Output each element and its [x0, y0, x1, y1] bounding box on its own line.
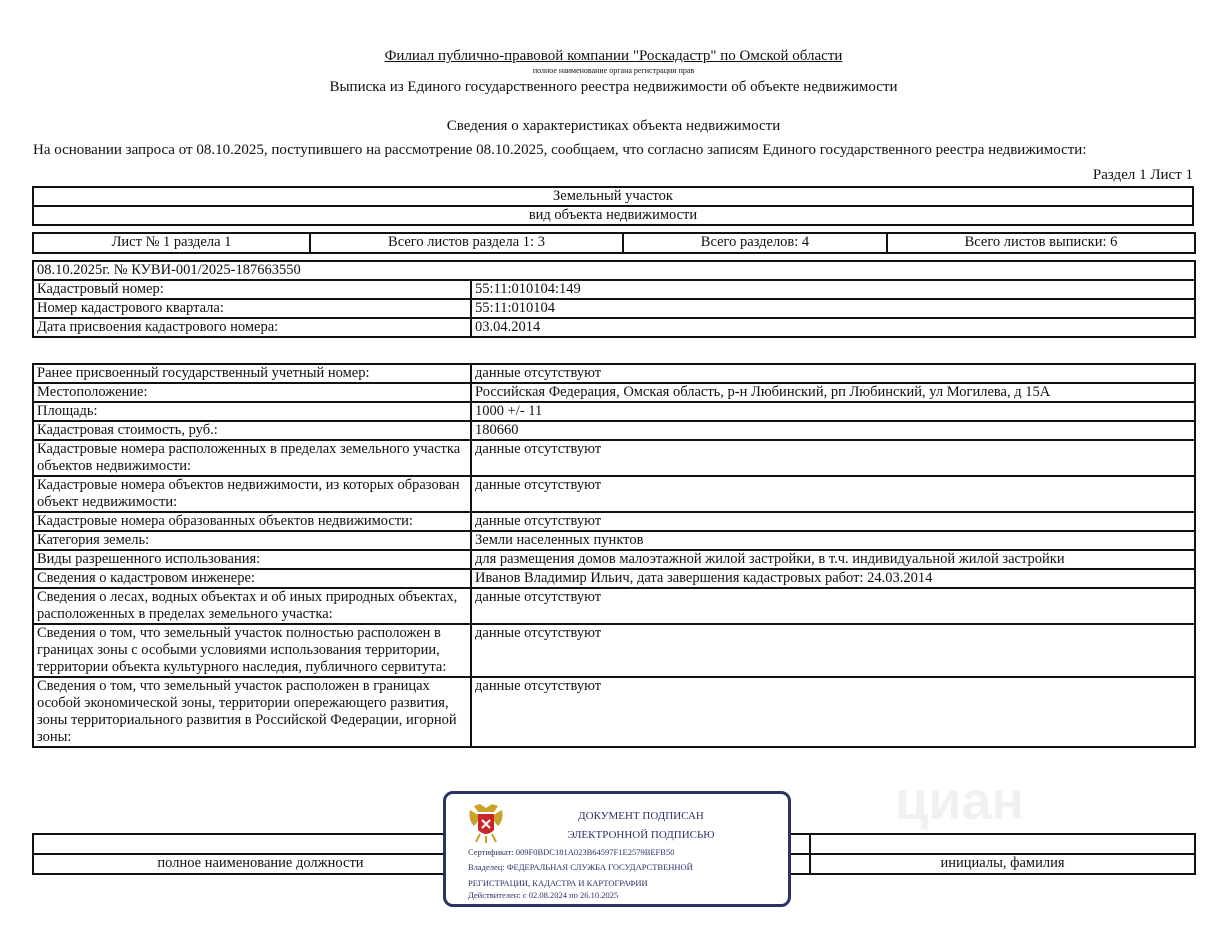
table-row — [33, 531, 1195, 550]
table-row — [33, 440, 1195, 476]
row-value: данные отсутствуют — [471, 677, 1195, 747]
row-value: 55:11:010104:149 — [471, 280, 1195, 299]
table-row — [33, 588, 1195, 624]
stamp-title: ДОКУМЕНТ ПОДПИСАН — [578, 810, 704, 822]
row-value: данные отсутствуют — [471, 512, 1195, 531]
row-label: Категория земель: — [33, 531, 471, 550]
table-row — [33, 476, 1195, 512]
row-label: Сведения о том, что земельный участок полностью расположен в границах зоны с особыми условиями использования территории, территории объекта культурного наследия, публичного сервитута: — [33, 624, 471, 677]
table-row — [33, 402, 1195, 421]
table-row — [33, 624, 1195, 677]
stamp-validity: Действителен: с 02.08.2024 по 26.10.2025 — [468, 890, 619, 900]
row-label: Кадастровые номера объектов недвижимости, из которых образован объект недвижимости: — [33, 476, 471, 512]
row-value: данные отсутствуют — [471, 624, 1195, 677]
request-number: 08.10.2025г. № КУВИ-001/2025-187663550 — [33, 261, 1195, 280]
table-row — [33, 318, 1195, 337]
intro-text: На основании запроса от 08.10.2025, поступившего на рассмотрение 08.10.2025, сообщаем, что согласно записям Единого государственного реестра недвижимости: — [33, 142, 1087, 158]
row-value: данные отсутствуют — [471, 440, 1195, 476]
table-row — [33, 280, 1195, 299]
row-value: данные отсутствуют — [471, 364, 1195, 383]
table-row — [33, 677, 1195, 747]
stamp-subtitle: ЭЛЕКТРОННОЙ ПОДПИСЬЮ — [567, 829, 715, 841]
row-value: Иванов Владимир Ильич, дата завершения кадастровых работ: 24.03.2014 — [471, 569, 1195, 588]
russian-coat-of-arms-icon — [466, 800, 506, 844]
row-label: Виды разрешенного использования: — [33, 550, 471, 569]
row-value: 180660 — [471, 421, 1195, 440]
table-row — [33, 421, 1195, 440]
row-label: Местоположение: — [33, 383, 471, 402]
row-value: 1000 +/- 11 — [471, 402, 1195, 421]
row-value: данные отсутствуют — [471, 588, 1195, 624]
row-label: Сведения о том, что земельный участок расположен в границах особой экономической зоны, территории опережающего развития, зоны территориального развития в Российской Федерации, игорной зоны: — [33, 677, 471, 747]
name-blank — [810, 834, 1195, 854]
org-name: Филиал публично-правовой компании "Роскадастр" по Омской области — [384, 48, 843, 64]
identification-table — [32, 260, 1196, 338]
position-blank — [33, 834, 488, 854]
section-label: Раздел 1 Лист 1 — [1092, 167, 1193, 183]
row-label: Кадастровая стоимость, руб.: — [33, 421, 471, 440]
watermark: циан — [895, 771, 1025, 831]
sheet-number: Лист № 1 раздела 1 — [33, 233, 310, 253]
sheets-table — [32, 232, 1196, 254]
row-label: Ранее присвоенный государственный учетный номер: — [33, 364, 471, 383]
row-value: данные отсутствуют — [471, 476, 1195, 512]
object-type-table — [32, 186, 1194, 226]
row-label: Сведения о кадастровом инженере: — [33, 569, 471, 588]
object-type-name: Земельный участок — [33, 187, 1193, 206]
position-caption: полное наименование должности — [33, 854, 488, 874]
row-value: Земли населенных пунктов — [471, 531, 1195, 550]
stamp-certificate: Сертификат: 009F0BDC181A023B64597F1E2579BEFB50 — [468, 847, 675, 857]
row-label: Кадастровые номера образованных объектов недвижимости: — [33, 512, 471, 531]
attributes-table — [32, 363, 1196, 748]
row-value: Российская Федерация, Омская область, р-н Любинский, рп Любинский, ул Могилева, д 15А — [471, 383, 1195, 402]
sections-total: Всего разделов: 4 — [623, 233, 887, 253]
row-label: Кадастровый номер: — [33, 280, 471, 299]
document-title: Выписка из Единого государственного реестра недвижимости об объекте недвижимости — [329, 79, 898, 95]
table-row — [33, 550, 1195, 569]
row-label: Сведения о лесах, водных объектах и об иных природных объектах, расположенных в пределах земельного участка: — [33, 588, 471, 624]
electronic-signature-stamp — [443, 791, 791, 907]
stamp-owner: Владелец: ФЕДЕРАЛЬНАЯ СЛУЖБА ГОСУДАРСТВЕННОЙ — [468, 862, 693, 872]
row-value: 55:11:010104 — [471, 299, 1195, 318]
table-row — [33, 299, 1195, 318]
section-title: Сведения о характеристиках объекта недвижимости — [446, 118, 781, 134]
table-row — [33, 364, 1195, 383]
object-type-caption: вид объекта недвижимости — [33, 206, 1193, 225]
row-label: Площадь: — [33, 402, 471, 421]
table-row — [33, 512, 1195, 531]
name-caption: инициалы, фамилия — [810, 854, 1195, 874]
table-row — [33, 569, 1195, 588]
org-caption: полное наименование органа регистрации прав — [532, 66, 695, 75]
row-value: для размещения домов малоэтажной жилой застройки, в т.ч. индивидуальной жилой застройки — [471, 550, 1195, 569]
row-label: Кадастровые номера расположенных в пределах земельного участка объектов недвижимости: — [33, 440, 471, 476]
section-sheets-total: Всего листов раздела 1: 3 — [310, 233, 623, 253]
table-row — [33, 383, 1195, 402]
extract-sheets-total: Всего листов выписки: 6 — [887, 233, 1195, 253]
row-label: Дата присвоения кадастрового номера: — [33, 318, 471, 337]
stamp-owner-continued: РЕГИСТРАЦИИ, КАДАСТРА И КАРТОГРАФИИ — [468, 878, 648, 888]
row-value: 03.04.2014 — [471, 318, 1195, 337]
row-label: Номер кадастрового квартала: — [33, 299, 471, 318]
